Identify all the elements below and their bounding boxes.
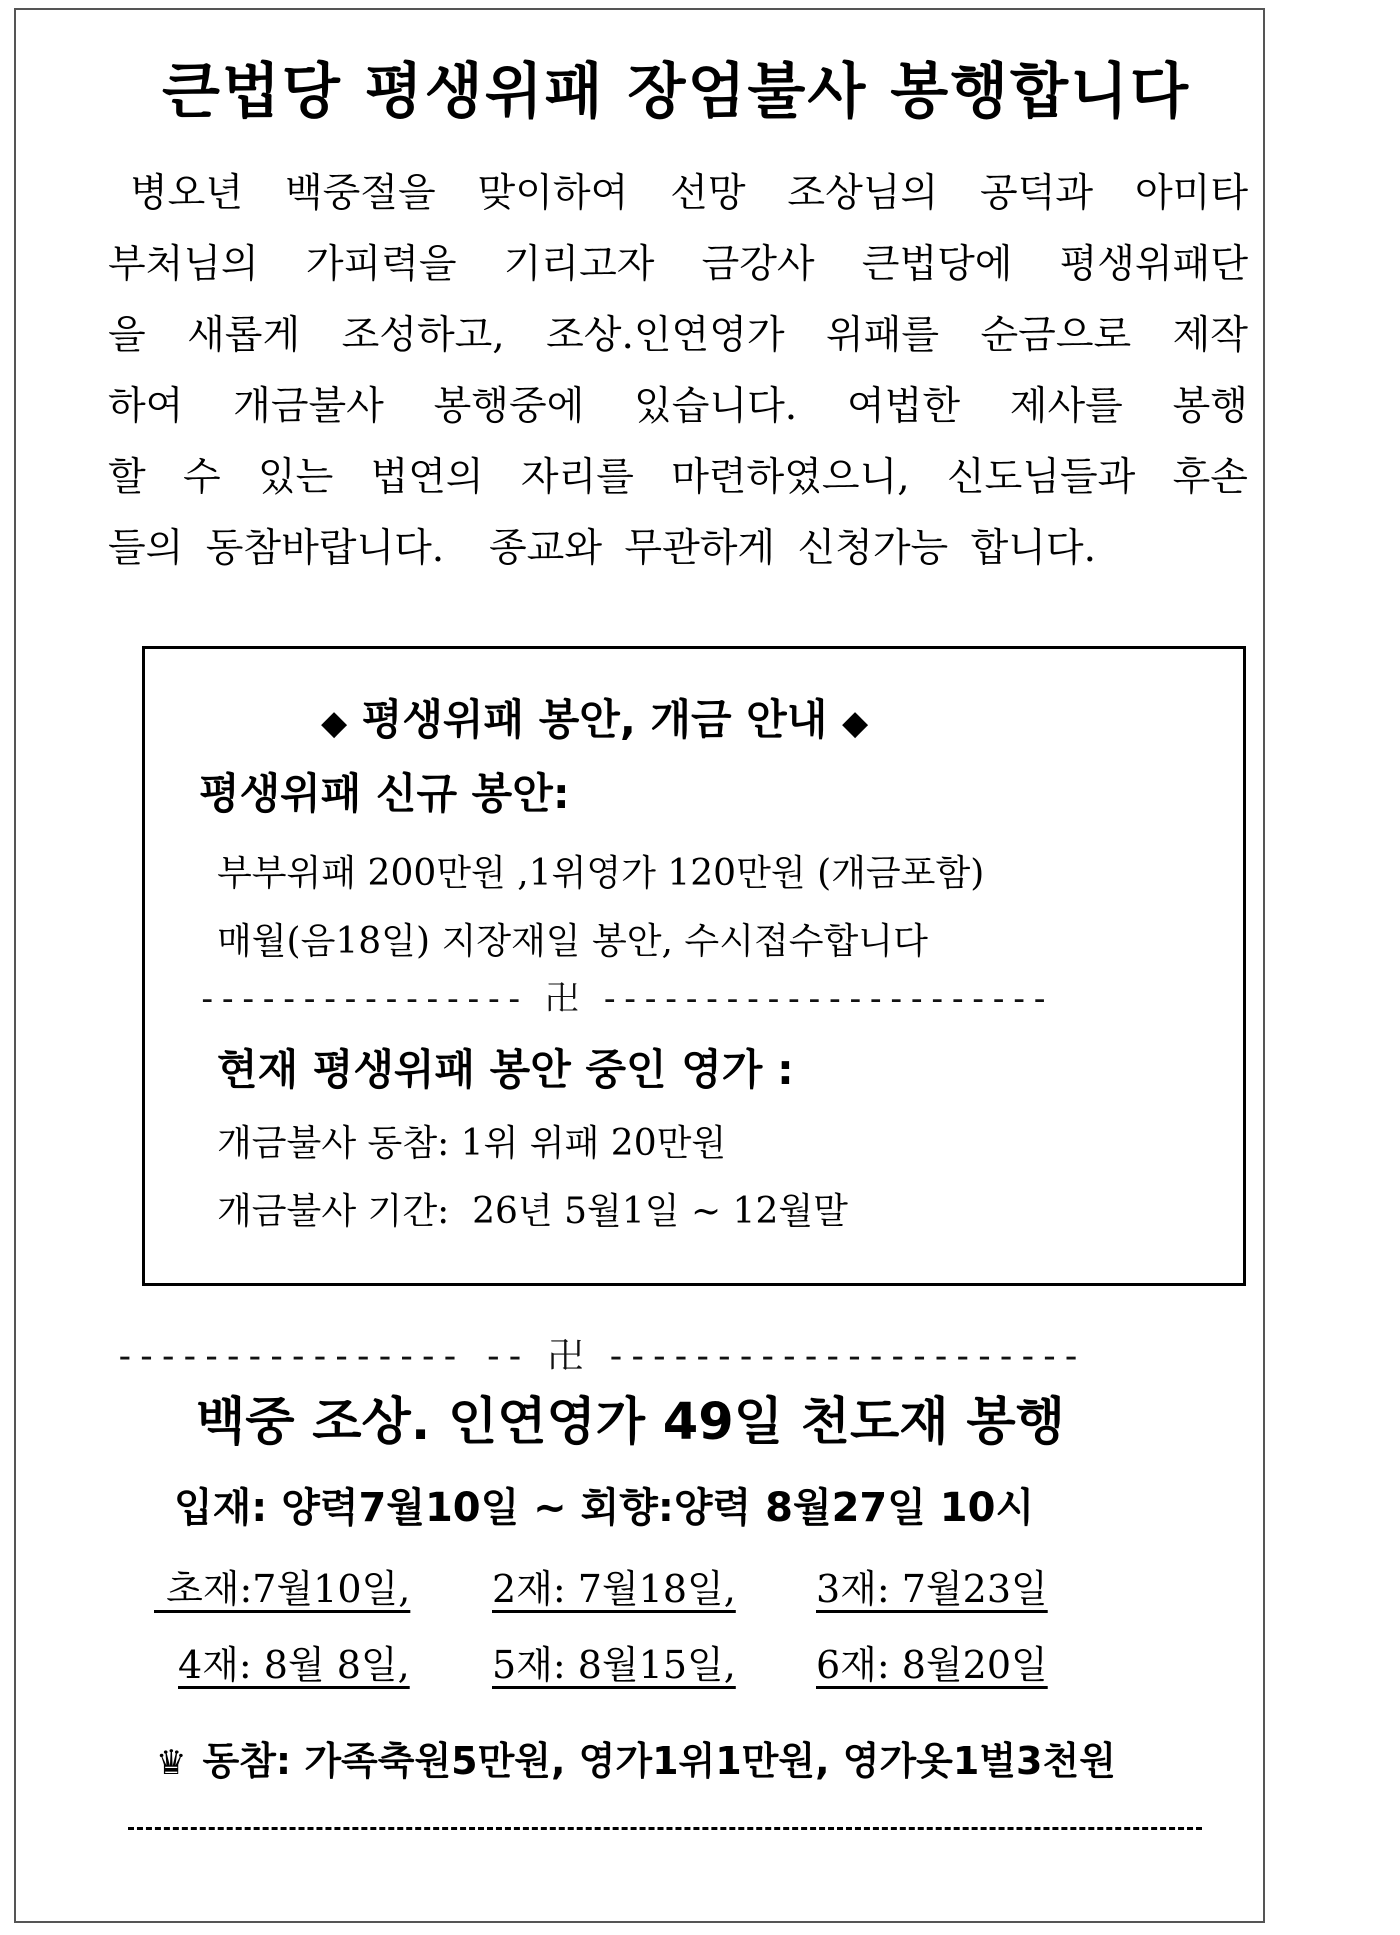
new-enshrinement-schedule: 매월(음18일) 지장재일 봉안, 수시접수합니다 bbox=[217, 921, 928, 962]
intro-word: 아미타 bbox=[1134, 171, 1248, 216]
participation-fees bbox=[156, 1730, 1116, 1785]
intro-word: 있는 bbox=[257, 455, 334, 500]
intro-word: 제작 bbox=[1172, 313, 1248, 358]
ceremony-schedule: 입재: 양력7월10일 ~ 회향:양력 8월27일 10시 bbox=[174, 1485, 1035, 1531]
current-enshrinement-heading: 현재 평생위패 봉안 중인 영가 : bbox=[217, 1045, 794, 1094]
participation-text: 동참: 가족축원5만원, 영가1위1만원, 영가옷1벌3천원 bbox=[202, 1739, 1116, 1783]
intro-word: 봉행중에 bbox=[433, 384, 585, 429]
intro-word: 봉행 bbox=[1172, 384, 1248, 429]
new-enshrinement-price: 부부위패 200만원 ,1위영가 120만원 (개금포함) bbox=[217, 853, 985, 894]
intro-word: 신도님들과 bbox=[946, 455, 1136, 500]
intro-line bbox=[108, 371, 1248, 442]
intro-word: 백중절을 bbox=[284, 171, 436, 216]
intro-line bbox=[108, 158, 1248, 229]
intro-word: 선망 bbox=[670, 171, 746, 216]
info-box-title bbox=[321, 687, 868, 747]
page-title: 큰법당 평생위패 장엄불사 봉행합니다 bbox=[162, 57, 1191, 127]
page-frame bbox=[14, 8, 1265, 1923]
intro-word: 조상.인연영가 bbox=[546, 313, 785, 358]
intro-word: 공덕과 bbox=[980, 171, 1094, 216]
intro-word: 큰법당에 bbox=[861, 242, 1013, 287]
diamond-icon: ◆ bbox=[841, 703, 869, 743]
intro-line bbox=[108, 513, 1248, 584]
section-divider: ---------------- -- 卍 ---------------------- bbox=[114, 1336, 1082, 1377]
intro-word: 부처님의 bbox=[108, 242, 259, 287]
info-box-title-text: 평생위패 봉안, 개금 안내 bbox=[361, 695, 828, 744]
box-divider: ---------------- 卍 ---------------------- bbox=[197, 979, 1050, 1019]
intro-word: 금강사 bbox=[701, 242, 815, 287]
intro-word: 병오년 bbox=[130, 171, 244, 216]
intro-line bbox=[108, 229, 1248, 300]
intro-word: 제사를 bbox=[1009, 384, 1123, 429]
memorial-tablet-info-box bbox=[142, 646, 1246, 1286]
intro-word: 새롭게 bbox=[187, 313, 301, 358]
intro-word: 후손 bbox=[1172, 455, 1248, 500]
intro-word: 여법한 bbox=[846, 384, 961, 429]
intro-word: 하여 bbox=[108, 384, 184, 429]
ritual-date-4: 4재: 8월 8일, bbox=[178, 1643, 410, 1687]
intro-paragraph bbox=[108, 158, 1248, 584]
intro-word: 맞이하여 bbox=[477, 171, 629, 216]
ritual-date-3: 3재: 7월23일 bbox=[816, 1567, 1048, 1611]
intro-word: 법연의 bbox=[370, 455, 484, 500]
intro-word: 수 bbox=[182, 455, 221, 500]
intro-word: 마련하였으니, bbox=[671, 455, 910, 500]
intro-word: 자리를 bbox=[520, 455, 634, 500]
intro-word: 가피력을 bbox=[305, 242, 457, 287]
intro-word: 조성하고, bbox=[341, 313, 505, 358]
bottom-divider bbox=[128, 1827, 1202, 1830]
intro-word: 할 bbox=[108, 455, 146, 500]
ritual-date-1: 초재:7월10일, bbox=[154, 1567, 411, 1611]
intro-word: 개금불사 bbox=[233, 384, 384, 429]
gilding-participation: 개금불사 동참: 1위 위패 20만원 bbox=[217, 1123, 727, 1164]
ceremony-title: 백중 조상. 인연영가 49일 천도재 봉행 bbox=[196, 1393, 1065, 1452]
new-enshrinement-heading: 평생위패 신규 봉안: bbox=[199, 769, 570, 818]
intro-line bbox=[108, 442, 1248, 513]
gilding-period: 개금불사 기간: 26년 5월1일 ~ 12월말 bbox=[217, 1191, 848, 1232]
ritual-date-2: 2재: 7월18일, bbox=[492, 1567, 736, 1611]
intro-line bbox=[108, 300, 1248, 371]
ritual-date-6: 6재: 8월20일 bbox=[816, 1643, 1048, 1687]
intro-text: 들의 동참바랍니다. 종교와 무관하게 신청가능 합니다. bbox=[108, 526, 1097, 571]
ritual-date-5: 5재: 8월15일, bbox=[492, 1643, 736, 1687]
intro-word: 기리고자 bbox=[503, 242, 655, 287]
diamond-icon: ◆ bbox=[321, 703, 348, 743]
intro-word: 평생위패단 bbox=[1059, 242, 1248, 287]
intro-word: 조상님의 bbox=[787, 171, 939, 216]
intro-word: 순금으로 bbox=[980, 313, 1132, 358]
intro-word: 위패를 bbox=[826, 313, 940, 358]
crown-icon: ♛ bbox=[156, 1743, 187, 1783]
intro-word: 을 bbox=[108, 313, 146, 358]
intro-word: 있습니다. bbox=[634, 384, 798, 429]
